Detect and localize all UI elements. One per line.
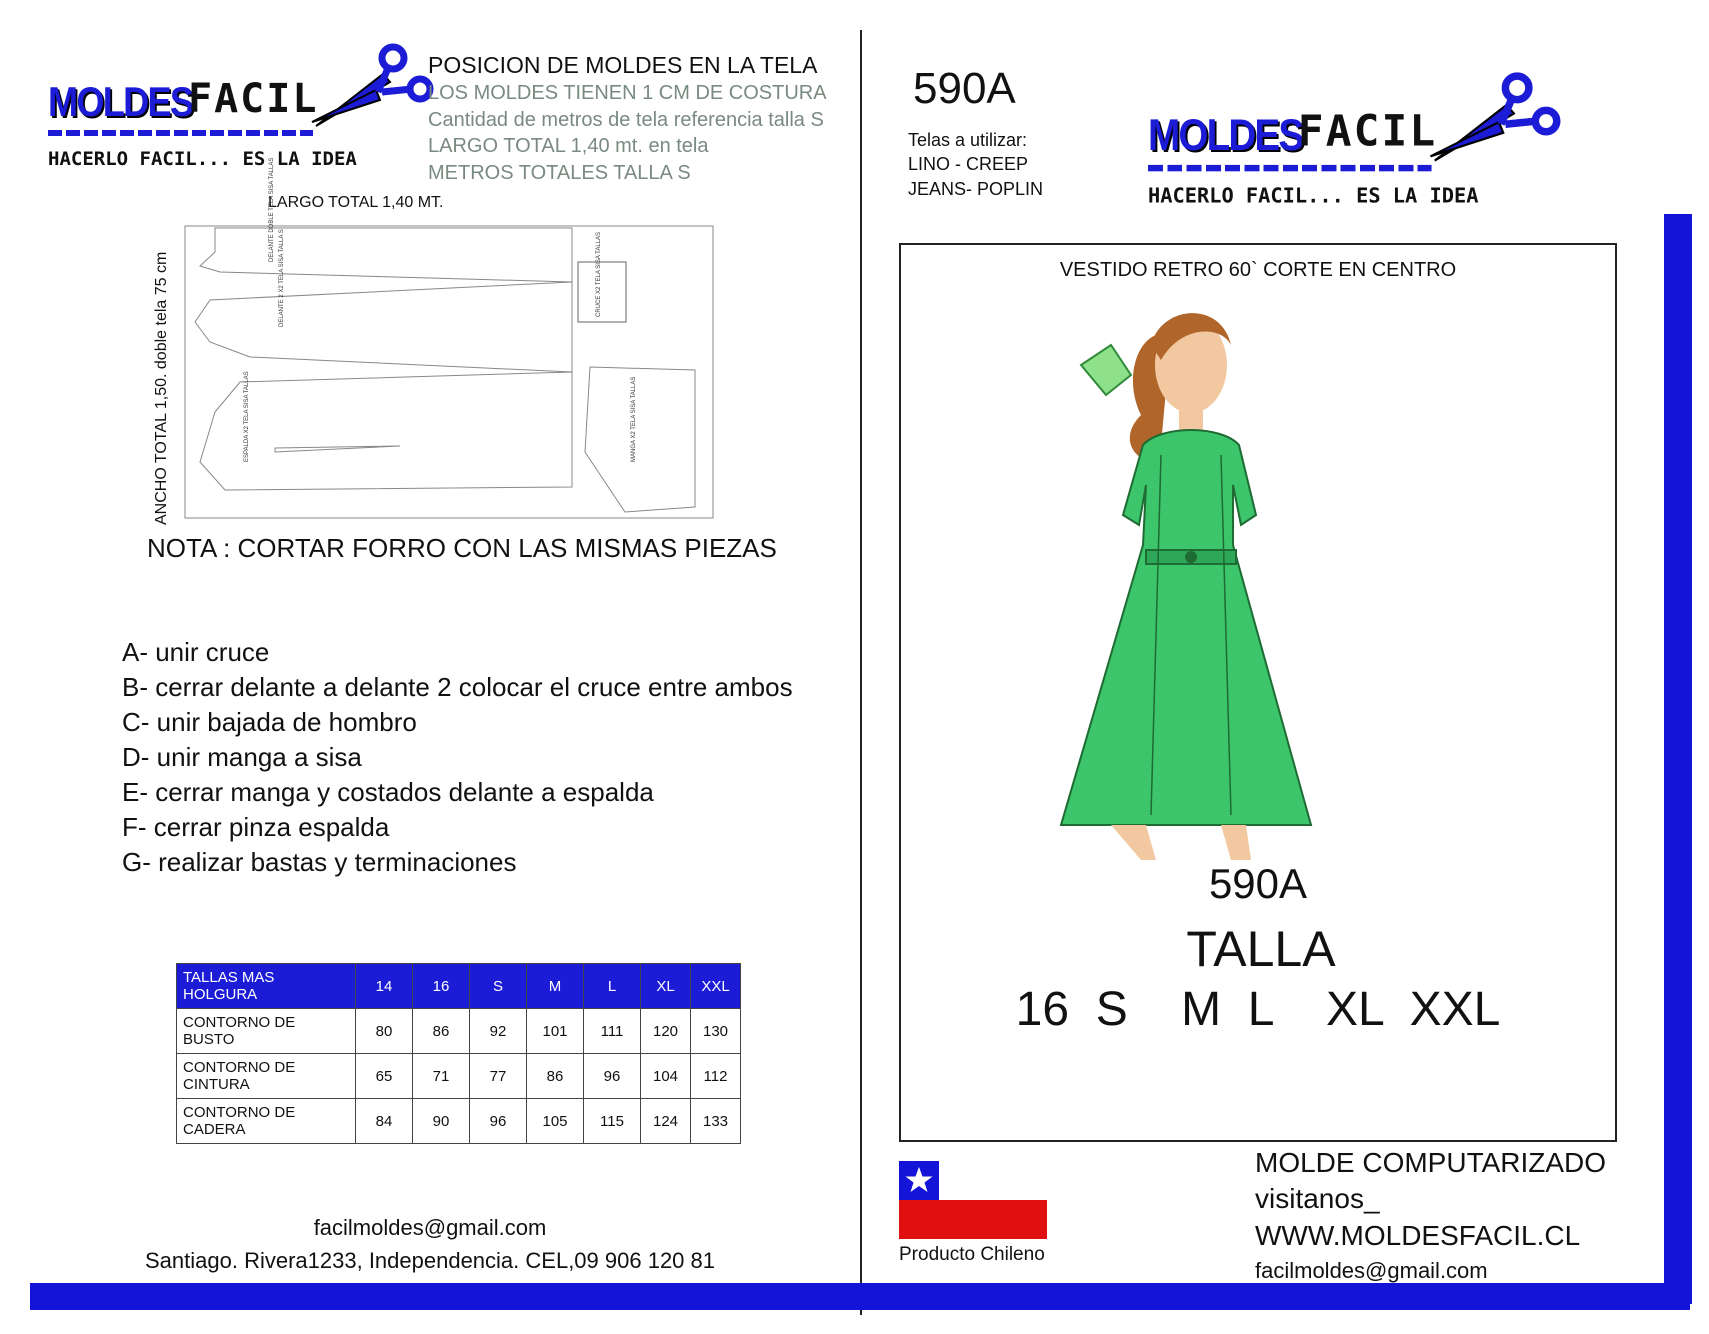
logo-word-facil: FACIL [1297, 107, 1438, 157]
product-frame [899, 243, 1617, 1142]
table-cell: 104 [641, 1054, 691, 1099]
talla-sizes: 16 S M L XL XXL [1015, 983, 1501, 1036]
brand-logo-right [1148, 90, 1565, 208]
logo-tagline: HACERLO FACIL... ES LA IDEA [48, 148, 357, 170]
logo-word-facil: FACIL [188, 76, 319, 122]
size-col-14: 14 [356, 964, 413, 1009]
page-divider [860, 30, 862, 1315]
total-length-note: LARGO TOTAL 1,40 mt. en tela [428, 135, 709, 157]
logo-word-moldes: MOLDES [48, 78, 193, 125]
row-label-cadera: CONTORNO DE CADERA [177, 1099, 356, 1144]
flag-caption: Producto Chileno [899, 1244, 1045, 1265]
logo-tagline: HACERLO FACIL... ES LA IDEA [1148, 184, 1479, 208]
chile-flag-icon [899, 1161, 1047, 1239]
step-e: E- cerrar manga y costados delante a espalda [122, 777, 654, 807]
footer-email-right[interactable]: facilmoldes@gmail.com [1255, 1258, 1488, 1283]
step-d: D- unir manga a sisa [122, 742, 362, 772]
visit-us: visitanos_ [1255, 1183, 1380, 1214]
dress-title: VESTIDO RETRO 60` CORTE EN CENTRO [1059, 259, 1457, 281]
step-c: C- unir bajada de hombro [122, 707, 417, 737]
table-cell: 96 [584, 1054, 641, 1099]
pattern-code-large: 590A [1208, 860, 1308, 907]
table-cell: 71 [413, 1054, 470, 1099]
scissors-icon [308, 44, 438, 134]
table-cell: 80 [356, 1009, 413, 1054]
logo-dashes [48, 130, 313, 136]
piece-manga: MANGA X2 TELA SISA TALLAS [631, 376, 637, 462]
size-col-xxl: XXL [691, 964, 741, 1009]
assembly-steps [122, 635, 793, 880]
fabrics-line-1: LINO - CREEP [908, 154, 1029, 174]
dress-illustration [1051, 285, 1331, 865]
right-blue-bar [1664, 214, 1692, 1304]
step-a: A- unir cruce [122, 637, 270, 667]
step-f: F- cerrar pinza espalda [122, 812, 390, 842]
seam-allowance-note: LOS MOLDES TIENEN 1 CM DE COSTURA [428, 82, 827, 104]
size-chart-header-row [177, 964, 741, 1009]
size-col-16: 16 [413, 964, 470, 1009]
table-row [177, 1099, 741, 1144]
footer-address: Santiago. Rivera1233, Independencia. CEL,09 906 120 81 [145, 1248, 715, 1273]
table-row [177, 1054, 741, 1099]
table-cell: 92 [470, 1009, 527, 1054]
piece-delante: DELANTE DOBLE TELA SISA TALLAS [269, 157, 275, 262]
size-col-s: S [470, 964, 527, 1009]
table-cell: 112 [691, 1054, 741, 1099]
total-meters-note: METROS TOTALES TALLA S [428, 162, 691, 184]
piece-espalda: ESPALDA X2 TELA SISA TALLAS [244, 371, 250, 462]
fabrics-label: Telas a utilizar: [908, 130, 1028, 150]
scissors-icon [1426, 73, 1565, 169]
size-chart-header-label: TALLAS MAS HOLGURA [177, 964, 356, 1009]
footer-email-left: facilmoldes@gmail.com [313, 1215, 547, 1240]
piece-delante-2: DELANTE 2 X2 TELA SISA TALLA S [279, 229, 285, 327]
size-col-l: L [584, 964, 641, 1009]
molde-computarizado: MOLDE COMPUTARIZADO [1255, 1147, 1607, 1178]
step-g: G- realizar bastas y terminaciones [122, 847, 517, 877]
table-cell: 84 [356, 1099, 413, 1144]
size-col-xl: XL [641, 964, 691, 1009]
pattern-code: 590A [913, 64, 1016, 113]
table-row [177, 1009, 741, 1054]
logo-word-moldes: MOLDES [1148, 109, 1303, 160]
row-label-busto: CONTORNO DE BUSTO [177, 1009, 356, 1054]
table-cell: 120 [641, 1009, 691, 1054]
fabric-reference-note: Cantidad de metros de tela referencia talla S [428, 109, 824, 131]
logo-dashes [1148, 165, 1432, 171]
size-col-m: M [527, 964, 584, 1009]
table-cell: 133 [691, 1099, 741, 1144]
bottom-blue-bar [30, 1283, 1690, 1310]
lining-note: NOTA : CORTAR FORRO CON LAS MISMAS PIEZAS [147, 533, 777, 563]
table-cell: 86 [413, 1009, 470, 1054]
table-cell: 77 [470, 1054, 527, 1099]
table-cell: 101 [527, 1009, 584, 1054]
piece-cruce: CRUCE X2 TELA SISA TALLAS [596, 231, 602, 317]
brand-logo-left [48, 60, 438, 170]
table-cell: 105 [527, 1099, 584, 1144]
talla-label: TALLA [1186, 921, 1336, 977]
table-cell: 111 [584, 1009, 641, 1054]
table-cell: 115 [584, 1099, 641, 1144]
website-link[interactable]: WWW.MOLDESFACIL.CL [1255, 1220, 1581, 1251]
row-label-cintura: CONTORNO DE CINTURA [177, 1054, 356, 1099]
size-chart-table [176, 963, 741, 1144]
diagram-length-label: LARGO TOTAL 1,40 MT. [268, 194, 444, 211]
layout-title: POSICION DE MOLDES EN LA TELA [428, 52, 818, 78]
diagram-width-label: ANCHO TOTAL 1,50. doble tela 75 cm [153, 251, 170, 525]
table-cell: 90 [413, 1099, 470, 1144]
step-b: B- cerrar delante a delante 2 colocar el cruce entre ambos [122, 672, 793, 702]
table-cell: 65 [356, 1054, 413, 1099]
table-cell: 96 [470, 1099, 527, 1144]
table-cell: 130 [691, 1009, 741, 1054]
table-cell: 124 [641, 1099, 691, 1144]
fabrics-line-2: JEANS- POPLIN [908, 179, 1044, 199]
table-cell: 86 [527, 1054, 584, 1099]
